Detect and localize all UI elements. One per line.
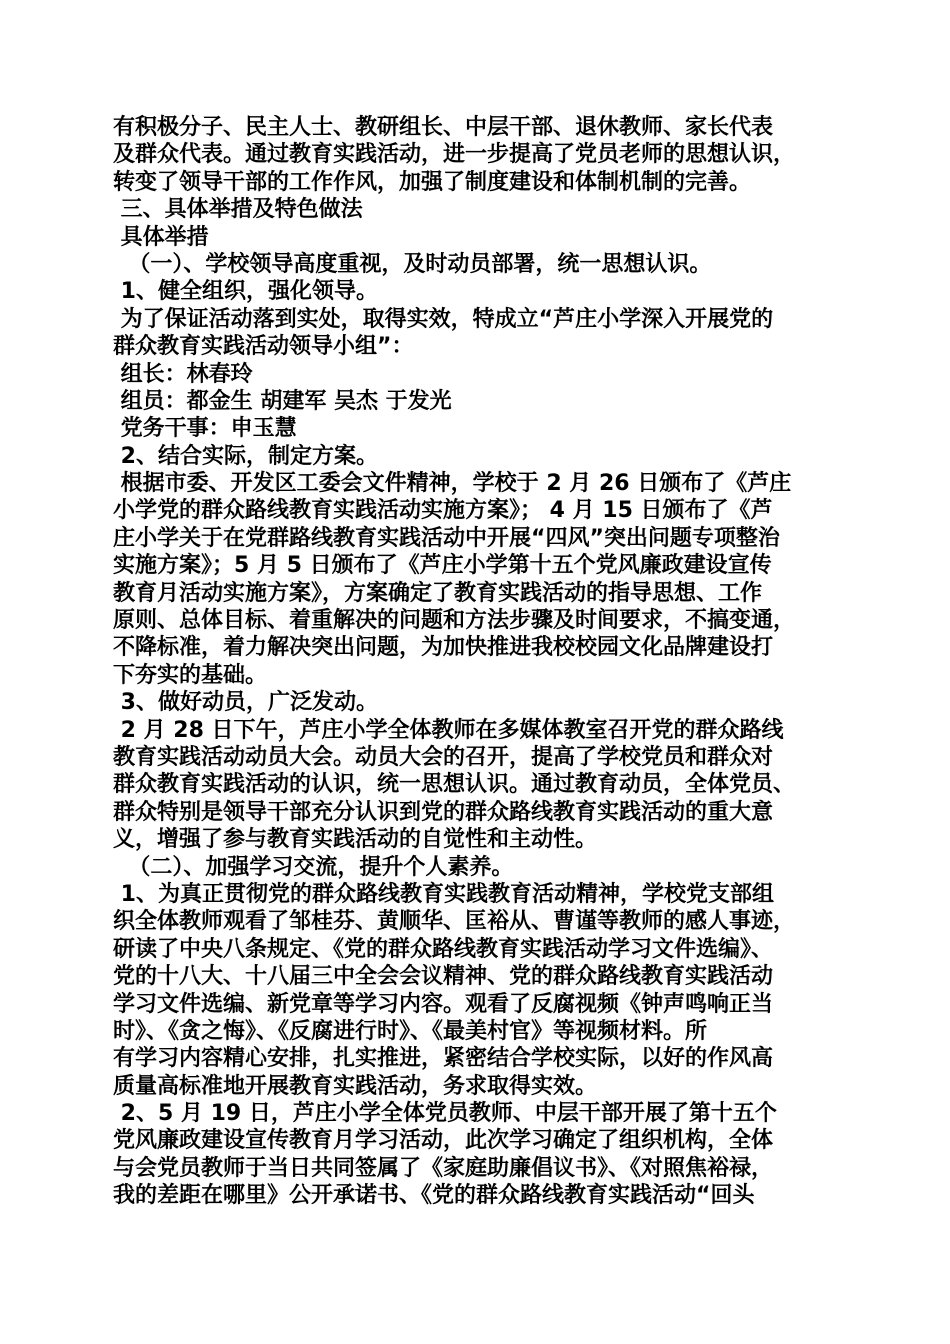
- text-line: 教育实践活动动员大会。动员大会的召开，提高了学校党员和群众对: [113, 744, 774, 770]
- body-text: [113, 114, 853, 1210]
- text-line: 为了保证活动落到实处，取得实效，特成立“芦庄小学深入开展党的: [113, 306, 774, 332]
- text-line: 与会党员教师于当日共同签属了《家庭助廉倡议书》、《对照焦裕禄，: [113, 1155, 774, 1181]
- text-line: 根据市委、开发区工委会文件精神，学校于 2 月 26 日颁布了《芦庄: [113, 471, 792, 497]
- text-line: 1、为真正贯彻党的群众路线教育实践教育活动精神，学校党支部组: [113, 881, 774, 907]
- text-line: 党务干事：申玉慧: [113, 416, 297, 442]
- text-line: 三、具体举措及特色做法: [113, 197, 363, 223]
- text-line: 织全体教师观看了邹桂芬、黄顺华、匡裕从、曹谨等教师的感人事迹，: [113, 909, 796, 935]
- text-line: 群众教育实践活动领导小组”：: [113, 334, 414, 360]
- text-line: 1、健全组织，强化领导。: [113, 279, 378, 305]
- text-line: 有学习内容精心安排，扎实推进，紧密结合学校实际，以好的作风高: [113, 1046, 774, 1072]
- text-line: 党的十八大、十八届三中全会会议精神、党的群众路线教育实践活动: [113, 964, 774, 990]
- text-line: 庄小学关于在党群路线教育实践活动中开展“四风”突出问题专项整治: [113, 525, 780, 551]
- text-line: 2、结合实际，制定方案。: [113, 443, 378, 469]
- text-line: 转变了领导干部的工作作风，加强了制度建设和体制机制的完善。: [113, 169, 752, 195]
- text-line: 党风廉政建设宣传教育月学习活动，此次学习确定了组织机构，全体: [113, 1128, 774, 1154]
- text-line: 义，增强了参与教育实践活动的自觉性和主动性。: [113, 827, 598, 853]
- text-line: 3、做好动员，广泛发动。: [113, 690, 378, 716]
- text-line: 具体举措: [113, 224, 209, 250]
- text-line: 教育月活动实施方案》，方案确定了教育实践活动的指导思想、工作: [113, 580, 763, 606]
- text-line: 及群众代表。通过教育实践活动，进一步提高了党员老师的思想认识，: [113, 142, 796, 168]
- text-line: 原则、总体目标、着重解决的问题和方法步骤及时间要求，不搞变通，: [113, 608, 796, 634]
- text-line: （一）、学校领导高度重视，及时动员部署，统一思想认识。: [113, 251, 712, 277]
- text-line: 不降标准，着力解决突出问题，为加快推进我校校园文化品牌建设打: [113, 635, 774, 661]
- text-line: 组员：都金生 胡建军 吴杰 于发光: [113, 388, 452, 414]
- text-line: 小学党的群众路线教育实践活动实施方案》； 4 月 15 日颁布了《芦: [113, 498, 773, 524]
- text-line: 质量高标准地开展教育实践活动，务求取得实效。: [113, 1073, 598, 1099]
- text-line: 2 月 28 日下午，芦庄小学全体教师在多媒体教室召开党的群众路线: [113, 717, 784, 743]
- text-line: 下夯实的基础。: [113, 662, 268, 688]
- text-line: 群众特别是领导干部充分认识到党的群众路线教育实践活动的重大意: [113, 799, 774, 825]
- text-line: 2、5 月 19 日，芦庄小学全体党员教师、中层干部开展了第十五个: [113, 1101, 777, 1127]
- text-line: 群众教育实践活动的认识，统一思想认识。通过教育动员，全体党员、: [113, 772, 796, 798]
- text-line: 组长：林春玲: [113, 361, 253, 387]
- text-line: （二）、加强学习交流，提升个人素养。: [113, 854, 514, 880]
- text-line: 时》、《贪之悔》、《反腐进行时》、《最美村官》等视频材料。所: [113, 1018, 708, 1044]
- text-line: 有积极分子、民主人士、教研组长、中层干部、退休教师、家长代表: [113, 115, 774, 140]
- text-line: 研读了中央八条规定、《党的群众路线教育实践活动学习文件选编》、: [113, 936, 774, 962]
- text-line: 我的差距在哪里》公开承诺书、《党的群众路线教育实践活动“回头: [113, 1183, 755, 1209]
- text-line: 学习文件选编、新党章等学习内容。观看了反腐视频《钟声鸣响正当: [113, 991, 774, 1017]
- text-line: 实施方案》；5 月 5 日颁布了《芦庄小学第十五个党风廉政建设宣传: [113, 553, 772, 579]
